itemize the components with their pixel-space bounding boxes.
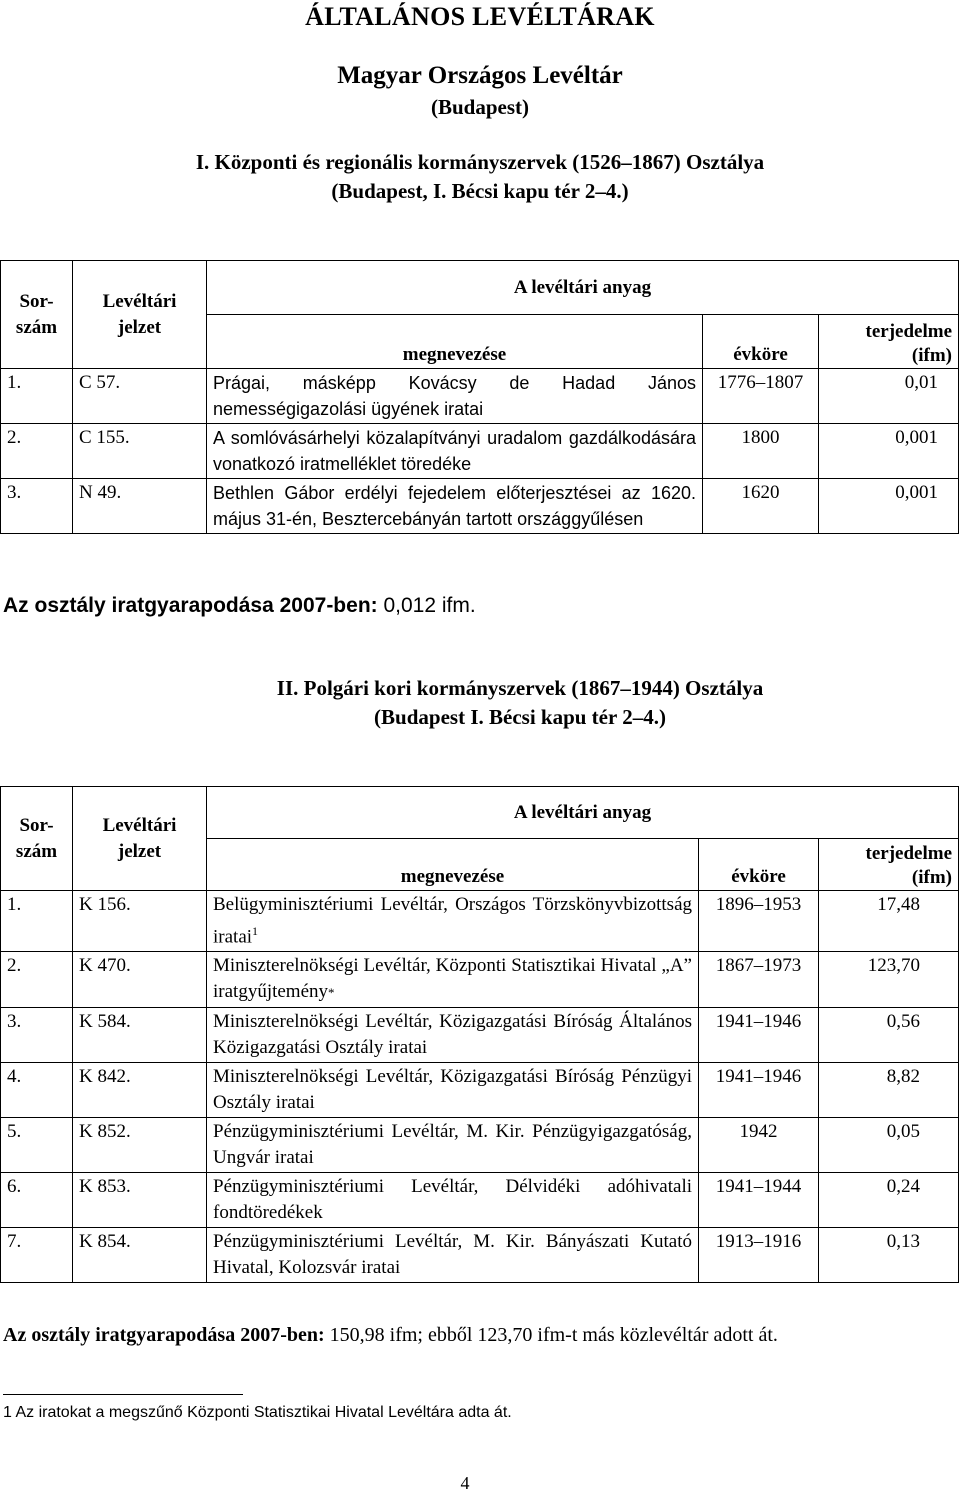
table-row [1,952,959,1008]
row-description: Pénzügyminisztériumi Levéltár, Délvidéki adóhivatali fondtöredékek [207,1173,699,1228]
row-jelzet: K 470. [73,952,207,1008]
table-row [1,1063,959,1118]
row-jelzet: K 853. [73,1173,207,1228]
header-terjedelme: terjedelme (ifm) [819,839,959,891]
header-jelzet: Levéltári jelzet [73,261,207,369]
header-sorszam: Sor- szám [1,261,73,369]
table-row [1,1008,959,1063]
section1-table [0,260,959,534]
asterisk-mark: * [328,985,335,1001]
row-size: 0,001 [819,424,959,479]
row-size: 17,48 [819,891,959,952]
row-range: 1867–1973 [699,952,819,1008]
row-range: 1896–1953 [699,891,819,952]
row-size: 123,70 [819,952,959,1008]
section1-address: (Budapest, I. Bécsi kapu tér 2–4.) [331,179,629,203]
table-row [1,1228,959,1283]
header-jelzet: Levéltári jelzet [73,787,207,891]
row-size: 0,13 [819,1228,959,1283]
row-range: 1941–1946 [699,1008,819,1063]
section2-summary: Az osztály iratgyarapodása 2007-ben: 150,98 ifm; ebből 123,70 ifm-t más közlevéltár adott át. [3,1324,778,1346]
header-megnevezese: megnevezése [207,315,703,369]
header-sorszam: Sor- szám [1,787,73,891]
page-title: ÁLTALÁNOS LEVÉLTÁRAK [305,2,655,31]
row-description: Prágai, másképp Kovácsy de Hadad János nemességigazolási ügyének iratai [207,369,703,424]
footnote-ref: 1 [252,924,259,938]
section2-title: II. Polgári kori kormányszervek (1867–1944) Osztálya [276,676,764,700]
row-description: Miniszterelnökségi Levéltár, Közigazgatási Bíróság Pénzügyi Osztály iratai [207,1063,699,1118]
row-description: Miniszterelnökségi Levéltár, Közigazgatási Bíróság Általános Közigazgatási Osztály iratai [207,1008,699,1063]
row-number: 2. [1,952,73,1008]
row-size: 0,05 [819,1118,959,1173]
row-jelzet: N 49. [73,479,207,534]
section2-address: (Budapest I. Bécsi kapu tér 2–4.) [374,705,666,729]
row-description: Bethlen Gábor erdélyi fejedelem előterjesztései az 1620. május 31-én, Besztercebányán tartott országgyűlésen [207,479,703,534]
table-row [1,424,959,479]
row-range: 1913–1916 [699,1228,819,1283]
row-jelzet: K 156. [73,891,207,952]
row-range: 1620 [703,479,819,534]
row-range: 1776–1807 [703,369,819,424]
section1-title: I. Központi és regionális kormányszervek (1526–1867) Osztálya [195,150,765,174]
footnote: 1 Az iratokat a megszűnő Központi Statisztikai Hivatal Levéltára adta át. [3,1404,512,1421]
header-megnevezese: megnevezése [207,839,699,891]
section1-summary: Az osztály iratgyarapodása 2007-ben: 0,012 ifm. [3,594,476,617]
row-range: 1942 [699,1118,819,1173]
footnote-divider [3,1394,243,1395]
table-row [1,479,959,534]
row-range: 1800 [703,424,819,479]
row-size: 0,24 [819,1173,959,1228]
header-anyag: A levéltári anyag [207,261,959,315]
table-row [1,1118,959,1173]
row-jelzet: C 155. [73,424,207,479]
row-number: 2. [1,424,73,479]
section2-table [0,786,959,1283]
row-size: 0,01 [819,369,959,424]
row-jelzet: K 852. [73,1118,207,1173]
row-number: 4. [1,1063,73,1118]
archive-city: (Budapest) [430,95,530,119]
table-row [1,369,959,424]
row-number: 1. [1,891,73,952]
header-evkore: évköre [703,315,819,369]
row-number: 6. [1,1173,73,1228]
row-description: Pénzügyminisztériumi Levéltár, M. Kir. Bányászati Kutató Hivatal, Kolozsvár iratai [207,1228,699,1283]
table-row [1,891,959,952]
row-description: Belügyminisztériumi Levéltár, Országos Törzskönyvbizottság iratai$^1$ [207,891,699,952]
row-jelzet: K 854. [73,1228,207,1283]
row-range: 1941–1944 [699,1173,819,1228]
row-description: Miniszterelnökségi Levéltár, Központi Statisztikai Hivatal „A” iratgyűjtemény* [207,952,699,1008]
header-evkore: évköre [699,839,819,891]
page-number: 4 [460,1473,470,1493]
row-number: 1. [1,369,73,424]
header-terjedelme: terjedelme (ifm) [819,315,959,369]
row-number: 3. [1,479,73,534]
row-jelzet: C 57. [73,369,207,424]
row-description: Pénzügyminisztériumi Levéltár, M. Kir. Pénzügyigazgatóság, Ungvár iratai [207,1118,699,1173]
row-size: 8,82 [819,1063,959,1118]
table-row [1,1173,959,1228]
row-range: 1941–1946 [699,1063,819,1118]
row-jelzet: K 842. [73,1063,207,1118]
row-number: 5. [1,1118,73,1173]
header-anyag: A levéltári anyag [207,787,959,839]
row-number: 7. [1,1228,73,1283]
row-description: A somlóvásárhelyi közalapítványi uradalom gazdálkodására vonatkozó iratmelléklet töredéke [207,424,703,479]
archive-name: Magyar Országos Levéltár [337,62,623,89]
row-size: 0,001 [819,479,959,534]
row-jelzet: K 584. [73,1008,207,1063]
row-size: 0,56 [819,1008,959,1063]
row-number: 3. [1,1008,73,1063]
